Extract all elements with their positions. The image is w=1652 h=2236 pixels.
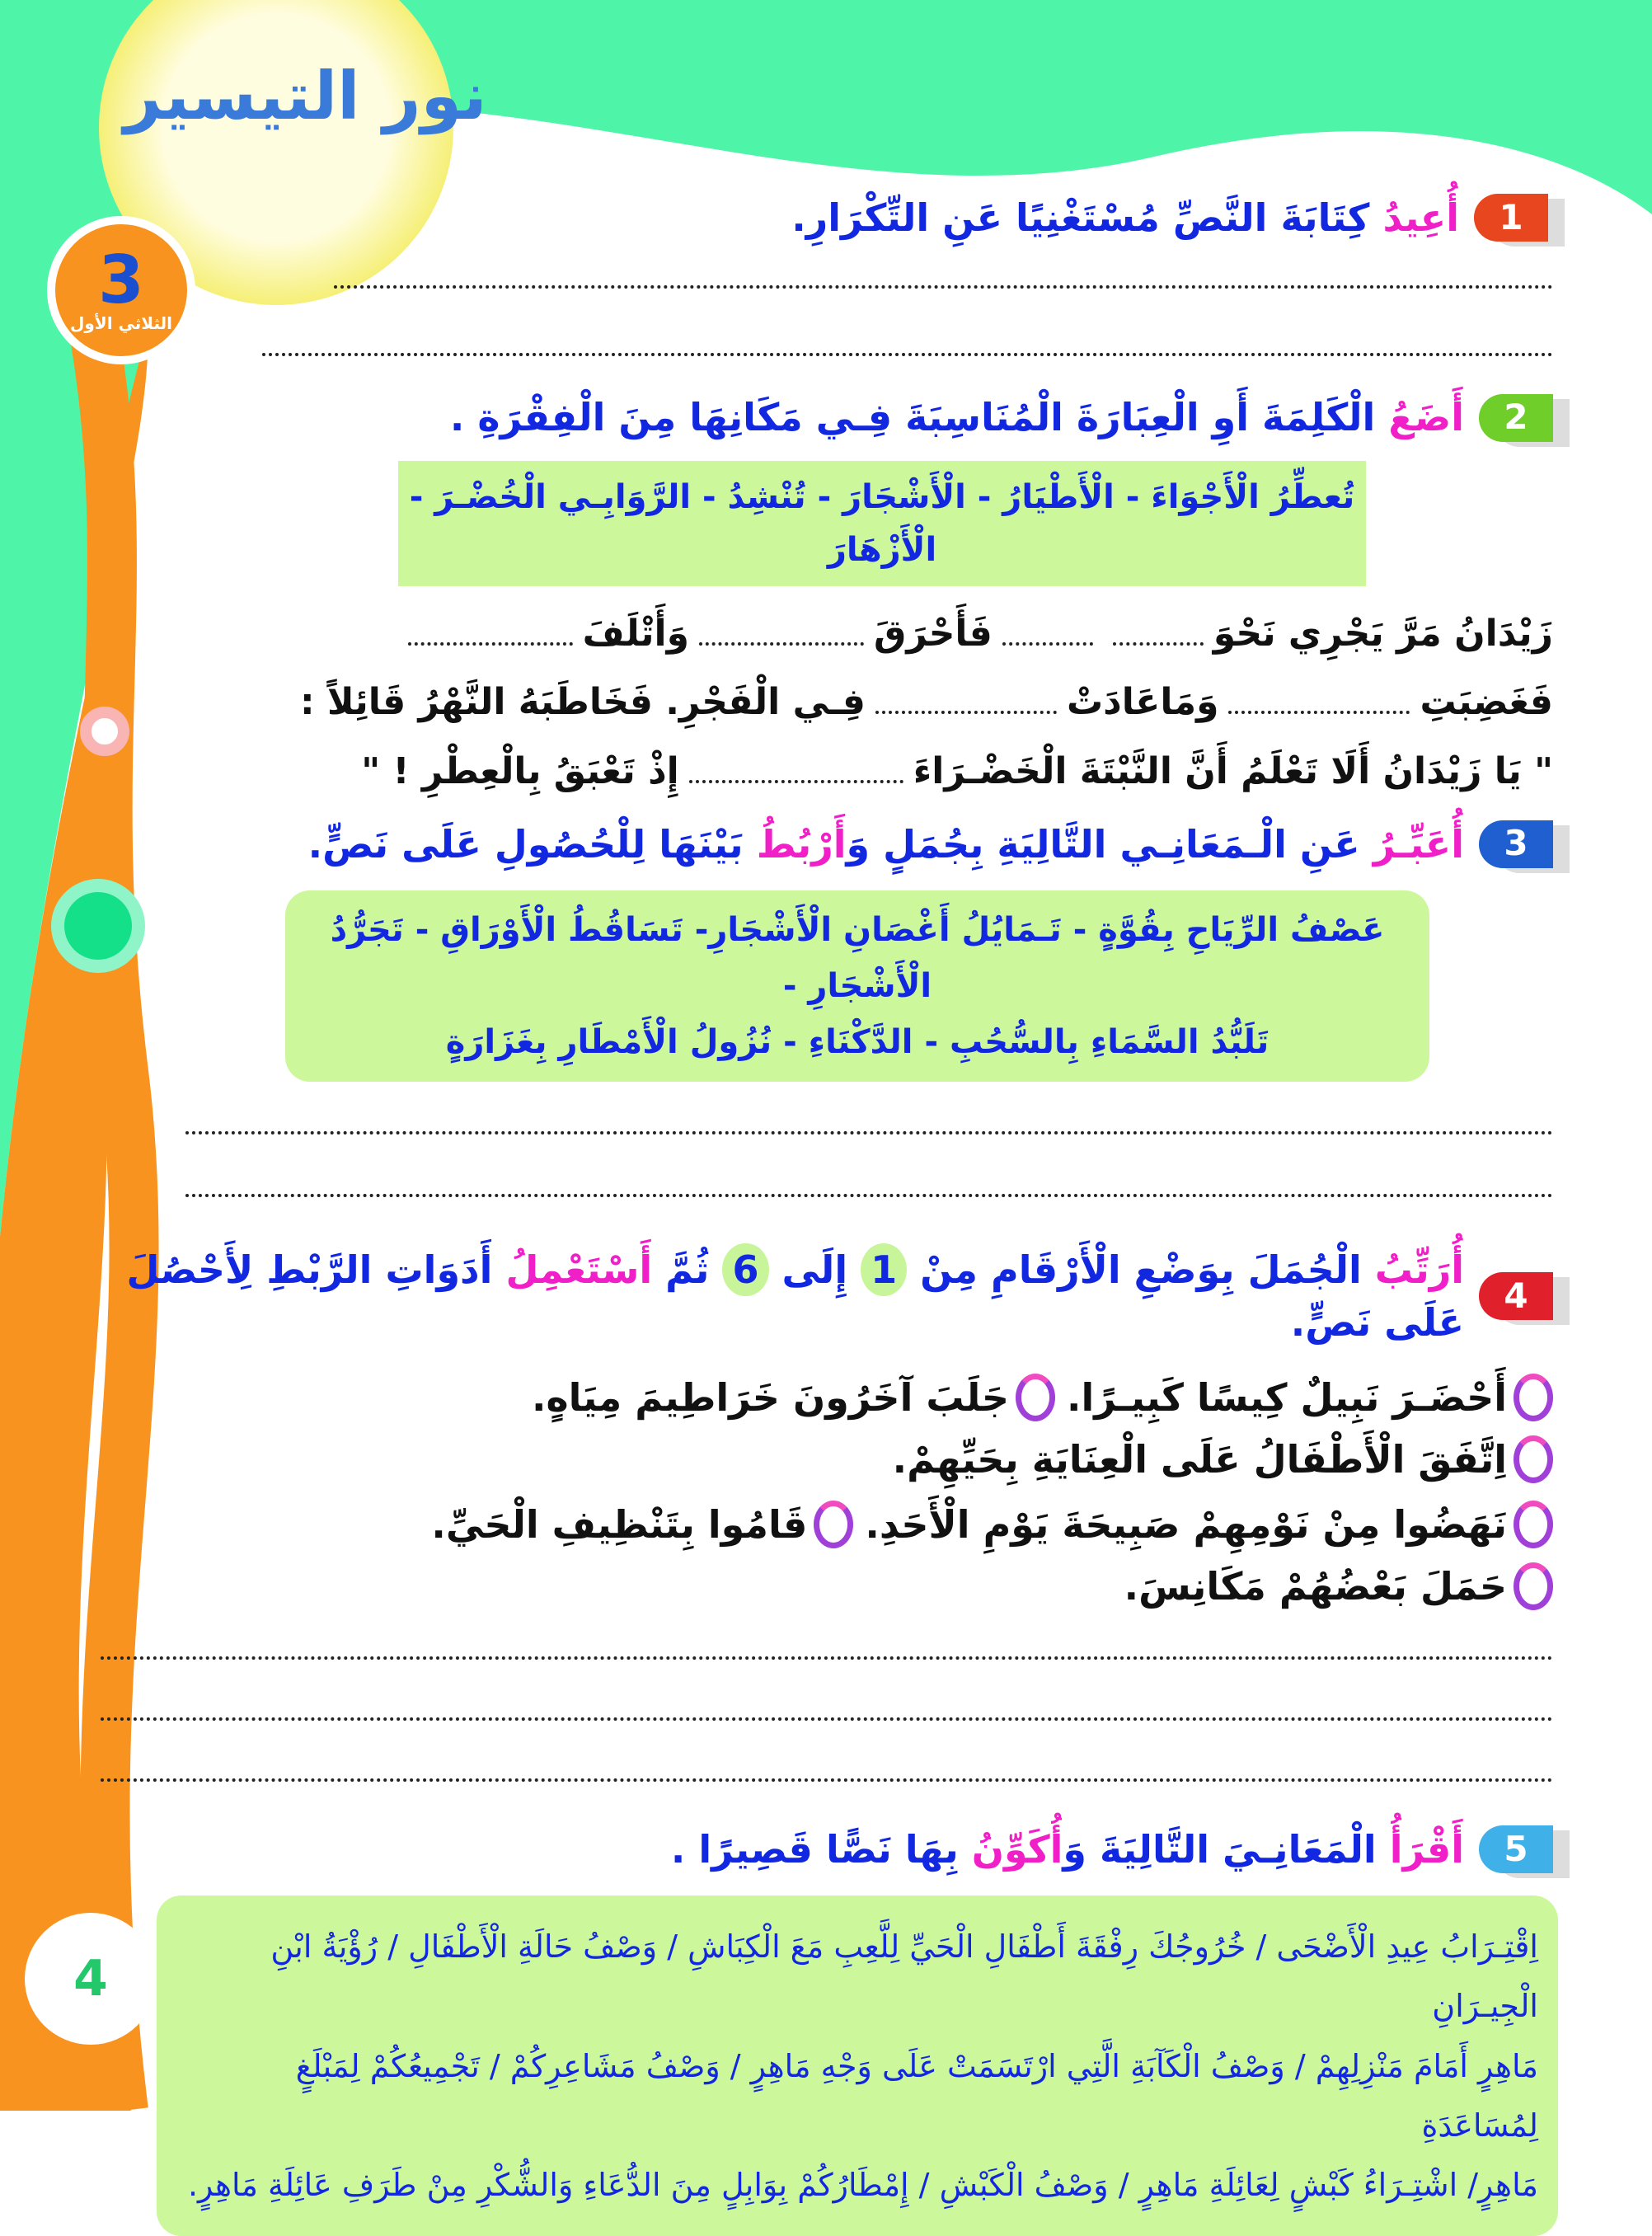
section-1-number: 1 bbox=[1474, 194, 1548, 242]
ideas-box bbox=[157, 1895, 1558, 2236]
section-1-verb: أُعِيدُ bbox=[1382, 195, 1459, 240]
answer-line[interactable] bbox=[262, 353, 1553, 356]
section-2-number: 2 bbox=[1479, 394, 1553, 442]
section-5-header: 5 أَقْرَأُ الْمَعَانِـيَ التَّالِيَةَ وَأُكَوِّنُ بِهَا نَصًّا قَصِيرًا . bbox=[91, 1823, 1553, 1876]
order-circle[interactable] bbox=[1514, 1435, 1553, 1483]
order-circle[interactable] bbox=[1514, 1562, 1553, 1610]
blank[interactable] bbox=[875, 706, 1057, 714]
answer-line[interactable] bbox=[101, 1717, 1553, 1721]
section-2-header bbox=[91, 391, 1553, 444]
worksheet-content bbox=[91, 191, 1553, 2236]
grade-number: 3 bbox=[98, 242, 144, 318]
section-5-number: 5 bbox=[1479, 1825, 1553, 1873]
page-number: 4 bbox=[25, 1913, 157, 2045]
answer-line[interactable] bbox=[101, 1656, 1553, 1660]
ideas-line: مَاهِرٍ/ اشْتِـرَاءُ كَبْشٍ لِعَائِلَةِ مَاهِرٍ / وَصْفُ الْكَبْشِ / إِمْطَارُكُمْ بِوَابِلٍ مِنَ الدُّعَاءِ وَالشُّكْرِ مِنْ طَرَفِ عَائِلَةِ مَاهِرٍ. bbox=[187, 2166, 1538, 2203]
grade-label: الثلاثي الأول bbox=[70, 313, 172, 333]
paragraph-line-3: " يَا زَيْدَانُ أَلَا تَعْلَمُ أَنَّ النَّبْتَةَ الْخَضْـرَاءَإِذْ تَعْبَقُ بِالْعِطْرِ ! " bbox=[361, 749, 1553, 792]
word-bank: تُعطِّرُ الْأَجْوَاءَ - الْأَطْيَارُ - الْأَشْجَارَ - تُنْشِدُ - الرَّوَابِـي الْخُضْـرَ - الْأَزْهَارَ bbox=[398, 461, 1366, 586]
section-2-verb: أَضَعُ bbox=[1388, 395, 1464, 440]
meanings-box bbox=[285, 890, 1429, 1082]
blank[interactable] bbox=[699, 637, 864, 646]
order-circle[interactable] bbox=[814, 1501, 853, 1548]
section-3-header: 3 أُعَبِّـرُ عَنِ الْـمَعَانِـي التَّالِيَةِ بِجُمَلٍ وَأَرْبُطُ بَيْنَهَا لِلْحُصُولِ عَلَى نَصٍّ. bbox=[91, 818, 1553, 871]
blank[interactable] bbox=[1228, 706, 1410, 714]
section-3-number: 3 bbox=[1479, 820, 1553, 868]
section-1-instruction: كِتَابَةَ النَّصِّ مُسْتَغْنِيًا عَنِ التِّكْرَارِ. bbox=[791, 195, 1370, 240]
paragraph-line-1: زَيْدَانُ مَرَّ يَجْرِي نَحْوَفَأَحْرَقَوَأَتْلَفَ bbox=[91, 599, 1553, 669]
logo-title: نور التيسير bbox=[124, 58, 487, 134]
sentence-row-2: نَهَضُوا مِنْ نَوْمِهِمْ صَبِيحَةَ يَوْمِ الْأَحَدِ. قَامُوا بِتَنْظِيفِ الْحَيِّ. حَمَلَ بَعْضُهُمْ مَكَانِسَ. bbox=[91, 1496, 1553, 1615]
order-circle[interactable] bbox=[1514, 1501, 1553, 1548]
ideas-line: مَاهِرٍ أَمَامَ مَنْزِلِهِمْ / وَصْفُ الْكَآبَةِ الَّتِي ارْتَسَمَتْ عَلَى وَجْهِ مَاهِرٍ / وَصْفُ مَشَاعِرِكُمْ / تَجْمِيعُكُمْ لِمَبْلَغٍ لِمُسَاعَدَةِ bbox=[295, 2047, 1538, 2144]
meanings-line: عَصْفُ الرِّيَاحِ بِقُوَّةٍ - تَـمَايُلُ أَغْصَانِ الْأَشْجَارِ- تَسَاقُطُ الْأَوْرَاقِ - تَجَرُّدُ الْأَشْجَارِ - bbox=[330, 910, 1385, 1005]
section-4-number: 4 bbox=[1479, 1272, 1553, 1320]
section-1-header bbox=[91, 191, 1548, 244]
blank[interactable] bbox=[408, 637, 573, 646]
blank[interactable] bbox=[689, 775, 903, 783]
meanings-line: تَلَبُّدُ السَّمَاءِ بِالسُّحُبِ - الدَّكْنَاءِ - نُزُولُ الْأَمْطَارِ بِغَزَارَةٍ bbox=[445, 1022, 1270, 1061]
answer-line[interactable] bbox=[185, 1131, 1553, 1134]
paragraph-line-2: فَغَضِبَتِوَمَاعَادَتْفِـي الْفَجْرِ. فَخَاطَبَهُ النَّهْرُ قَائِلاً : bbox=[299, 681, 1553, 724]
blank[interactable] bbox=[1002, 637, 1093, 646]
ideas-line: اِقْتِـرَابُ عِيدِ الْأَضْحَى / خُرُوجُكَ رِفْقَةَ أَطْفَالِ الْحَيِّ لِلَّعِبِ مَعَ الْكِبَاشِ / وَصْفُ حَالَةِ الْأَطْفَالِ / رُؤْيَةُ ابْنِ الْجِيـرَانِ bbox=[270, 1928, 1538, 2025]
answer-line[interactable] bbox=[185, 1194, 1553, 1197]
sentence-row-1: أَحْضَـرَ نَبِيلٌ كِيسًا كَبِيـرًا. جَلَبَ آخَرُونَ خَرَاطِيمَ مِيَاهٍ. اِتَّفَقَ الْأَطْفَالُ عَلَى الْعِنَايَةِ بِحَيِّهِمْ. bbox=[91, 1369, 1553, 1488]
answer-line[interactable] bbox=[334, 285, 1553, 289]
section-4-header: 4 أُرَتِّبُ الْجُمَلَ بِوَضْعِ الْأَرْقَامِ مِنْ 1 إِلَى 6 ثُمَّ أَسْتَعْمِلُ أَدَوَاتِ الرَّبْطِ لِأَحْصُلَ عَلَى نَصٍّ. bbox=[91, 1243, 1553, 1350]
order-circle[interactable] bbox=[1514, 1374, 1553, 1421]
section-2-instruction: الْكَلِمَةَ أَوِ الْعِبَارَةَ الْمُنَاسِبَةَ فِـي مَكَانِهَا مِنَ الْفِقْرَةِ . bbox=[449, 395, 1376, 440]
blank[interactable] bbox=[1113, 637, 1204, 646]
answer-line[interactable] bbox=[101, 1778, 1553, 1782]
order-circle[interactable] bbox=[1016, 1374, 1055, 1421]
